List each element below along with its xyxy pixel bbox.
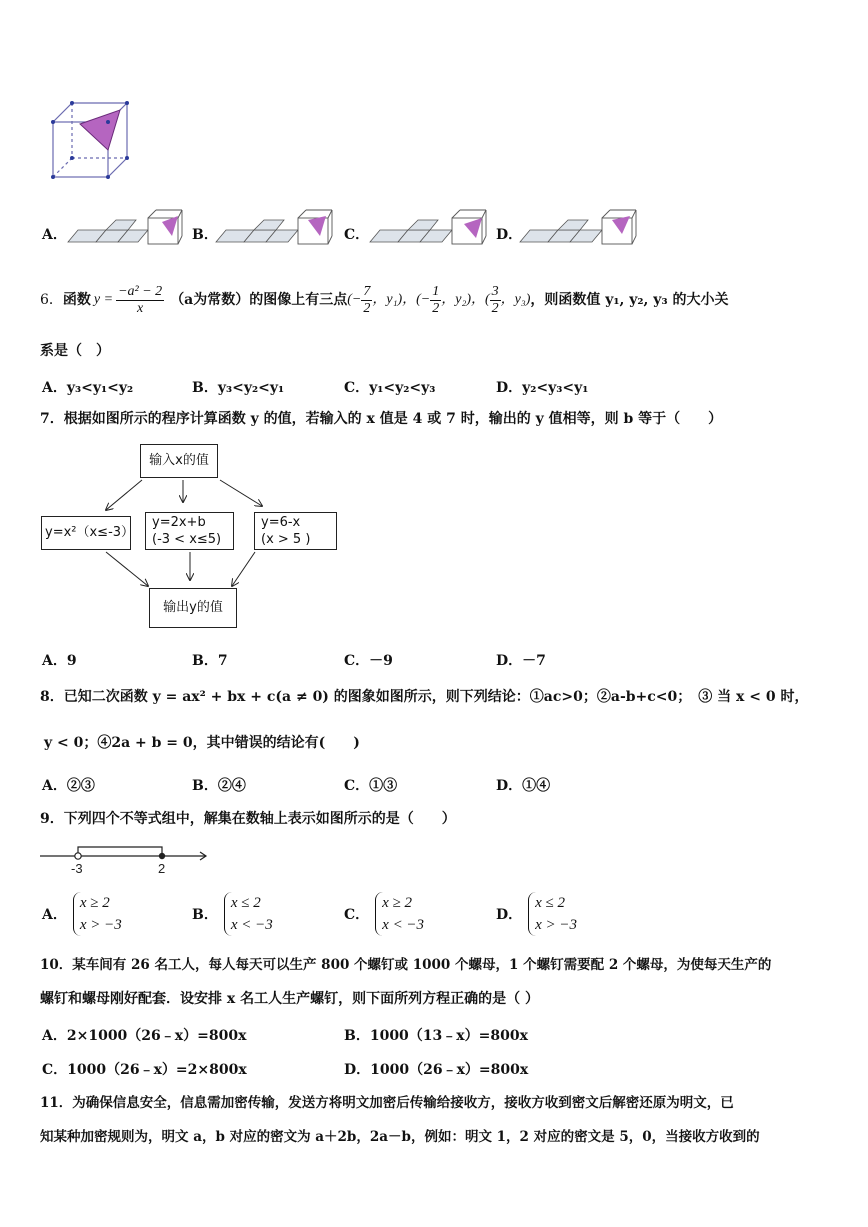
q7-option-a: A．9 bbox=[42, 653, 77, 669]
q6-tail: ，则函数值 y₁, y₂, y₃ 的大小关 bbox=[530, 292, 729, 308]
q5-option-d-label: D． bbox=[496, 227, 523, 243]
q9-option-d-line2: x > −3 bbox=[535, 917, 578, 933]
q6-paren-note: （a为常数）的图像上有三点 bbox=[170, 292, 348, 308]
q7-stem: 7．根据如图所示的程序计算函数 y 的值，若输入的 x 值是 4 或 7 时，输出的 y 值相等，则 b 等于（ ） bbox=[40, 411, 723, 427]
q6-option-a: A．y₃<y₁<y₂ bbox=[42, 380, 134, 396]
q8-option-b: B．②④ bbox=[192, 778, 246, 794]
flowchart-mid-line1: y=2x+b bbox=[152, 515, 206, 530]
q6-p2-fraction bbox=[430, 284, 441, 317]
q8-stem-line1: 8．已知二次函数 y = ax² + bx + c(a ≠ 0) 的图象如图所示，则下列结论：①ac>0；②a-b+c<0； ③ 当 x < 0 时， bbox=[40, 689, 809, 705]
q5-option-a-net-figure bbox=[66, 206, 184, 248]
q6-stem-line2: 系是（ ） bbox=[40, 343, 110, 359]
q7-option-c: C．－9 bbox=[344, 653, 393, 669]
q8-option-a: A．②③ bbox=[42, 778, 95, 794]
q6-p3-den: 2 bbox=[491, 300, 499, 316]
q11-stem-line2: 知某种加密规则为，明文 a，b 对应的密文为 a＋2b，2a－b，例如：明文 1，2 对应的密文是 5，0，当接收方收到的 bbox=[40, 1129, 760, 1145]
q9-option-b-line1: x ≤ 2 bbox=[230, 895, 261, 911]
q6-pre: 函数 bbox=[62, 292, 91, 308]
q6-func-numerator: −a² − 2 bbox=[118, 283, 163, 299]
q10-option-d: D．1000（26﹣x）=800x bbox=[344, 1062, 529, 1078]
q9-option-c-line2: x < −3 bbox=[382, 917, 425, 933]
cube-figure bbox=[44, 96, 140, 186]
flowchart-right-line1: y=6-x bbox=[261, 515, 301, 530]
q5-option-c-label: C． bbox=[344, 227, 370, 243]
q5-option-b-net-figure bbox=[214, 206, 334, 248]
q6-p2-den: 2 bbox=[432, 300, 440, 316]
q6-number: 6． bbox=[40, 292, 63, 308]
flowchart-input-box: 输入x的值 bbox=[140, 444, 218, 478]
q6-p1-post: ，y₁)， bbox=[372, 292, 417, 307]
q9-option-d bbox=[496, 892, 577, 936]
q9-option-d-system bbox=[528, 892, 577, 936]
q9-option-a-line1: x ≥ 2 bbox=[79, 895, 110, 911]
q6-option-b: B．y₃<y₂<y₁ bbox=[192, 380, 285, 396]
number-line-label-2: 2 bbox=[158, 861, 166, 876]
flowchart-right-box bbox=[254, 512, 337, 550]
q6-p3-post: ，y₃) bbox=[500, 292, 531, 307]
q6-option-c: C．y₁<y₂<y₃ bbox=[344, 380, 436, 396]
q10-option-a: A．2×1000（26﹣x）=800x bbox=[42, 1028, 247, 1044]
number-line-figure bbox=[40, 840, 212, 876]
q10-stem-line2: 螺钉和螺母刚好配套．设安排 x 名工人生产螺钉，则下面所列方程正确的是（ ） bbox=[40, 991, 539, 1007]
q9-option-c-line1: x ≥ 2 bbox=[382, 895, 413, 911]
q9-option-c bbox=[344, 892, 424, 936]
q6-p1-fraction bbox=[361, 284, 372, 317]
q9-option-c-label: C． bbox=[344, 907, 370, 923]
q6-func-fraction bbox=[116, 284, 164, 317]
q10-option-b: B．1000（13﹣x）=800x bbox=[344, 1028, 528, 1044]
q7-option-b: B．7 bbox=[192, 653, 228, 669]
q6-p2-post: ，y₂)， bbox=[441, 292, 485, 307]
q5-option-c-net-figure bbox=[368, 206, 488, 248]
q6-p3-pre: ( bbox=[484, 292, 490, 307]
flowchart-output-box: 输出y的值 bbox=[149, 588, 237, 628]
q9-option-a-label: A． bbox=[42, 907, 67, 923]
q6-p2-num: 1 bbox=[432, 283, 440, 299]
q8-option-d: D．①④ bbox=[496, 778, 551, 794]
q9-option-b bbox=[192, 892, 273, 936]
q7-option-d: D．－7 bbox=[496, 653, 546, 669]
q6-p3-num: 3 bbox=[491, 283, 499, 299]
q8-option-c: C．①③ bbox=[344, 778, 398, 794]
number-line-label-neg3: -3 bbox=[71, 861, 83, 876]
q9-stem: 9．下列四个不等式组中，解集在数轴上表示如图所示的是（ ） bbox=[40, 811, 456, 827]
q9-option-b-label: B． bbox=[192, 907, 218, 923]
q10-option-c: C．1000（26﹣x）=2×800x bbox=[42, 1062, 247, 1078]
q6-p1-num: 7 bbox=[363, 283, 371, 299]
q9-option-c-system bbox=[375, 892, 424, 936]
q6-p3-fraction bbox=[490, 284, 501, 317]
q9-option-d-line1: x ≤ 2 bbox=[535, 895, 566, 911]
q6-p2-pre: (− bbox=[416, 292, 431, 307]
q9-option-a bbox=[42, 892, 122, 936]
q9-option-a-line2: x > −3 bbox=[79, 917, 122, 933]
flowchart-right-line2: (x > 5 ) bbox=[261, 532, 311, 547]
flowchart-mid-line2: (-3 < x≤5) bbox=[152, 532, 222, 547]
q6-stem-line1 bbox=[40, 282, 728, 318]
q6-p1-den: 2 bbox=[363, 300, 371, 316]
q6-p1-pre: (− bbox=[347, 292, 362, 307]
q6-func-lhs: y = bbox=[93, 292, 114, 307]
q9-option-d-label: D． bbox=[496, 907, 523, 923]
q6-option-d: D．y₂<y₃<y₁ bbox=[496, 380, 589, 396]
flowchart-left-box: y=x²（x≤-3） bbox=[41, 516, 131, 550]
q9-option-a-system bbox=[73, 892, 122, 936]
q8-stem-line2: y < 0；④2a + b = 0，其中错误的结论有( ) bbox=[44, 735, 360, 751]
q5-option-d-net-figure bbox=[518, 206, 638, 248]
q5-option-a-label: A． bbox=[42, 227, 67, 243]
flowchart-mid-box bbox=[145, 512, 234, 550]
q10-stem-line1: 10．某车间有 26 名工人，每人每天可以生产 800 个螺钉或 1000 个螺母，1 个螺钉需要配 2 个螺母，为使每天生产的 bbox=[40, 957, 772, 973]
q9-option-b-line2: x < −3 bbox=[230, 917, 273, 933]
q9-option-b-system bbox=[224, 892, 273, 936]
q6-func-denominator: x bbox=[137, 300, 144, 316]
q11-stem-line1: 11．为确保信息安全，信息需加密传输，发送方将明文加密后传输给接收方，接收方收到密文后解密还原为明文，已 bbox=[40, 1095, 734, 1111]
q5-option-b-label: B． bbox=[192, 227, 218, 243]
